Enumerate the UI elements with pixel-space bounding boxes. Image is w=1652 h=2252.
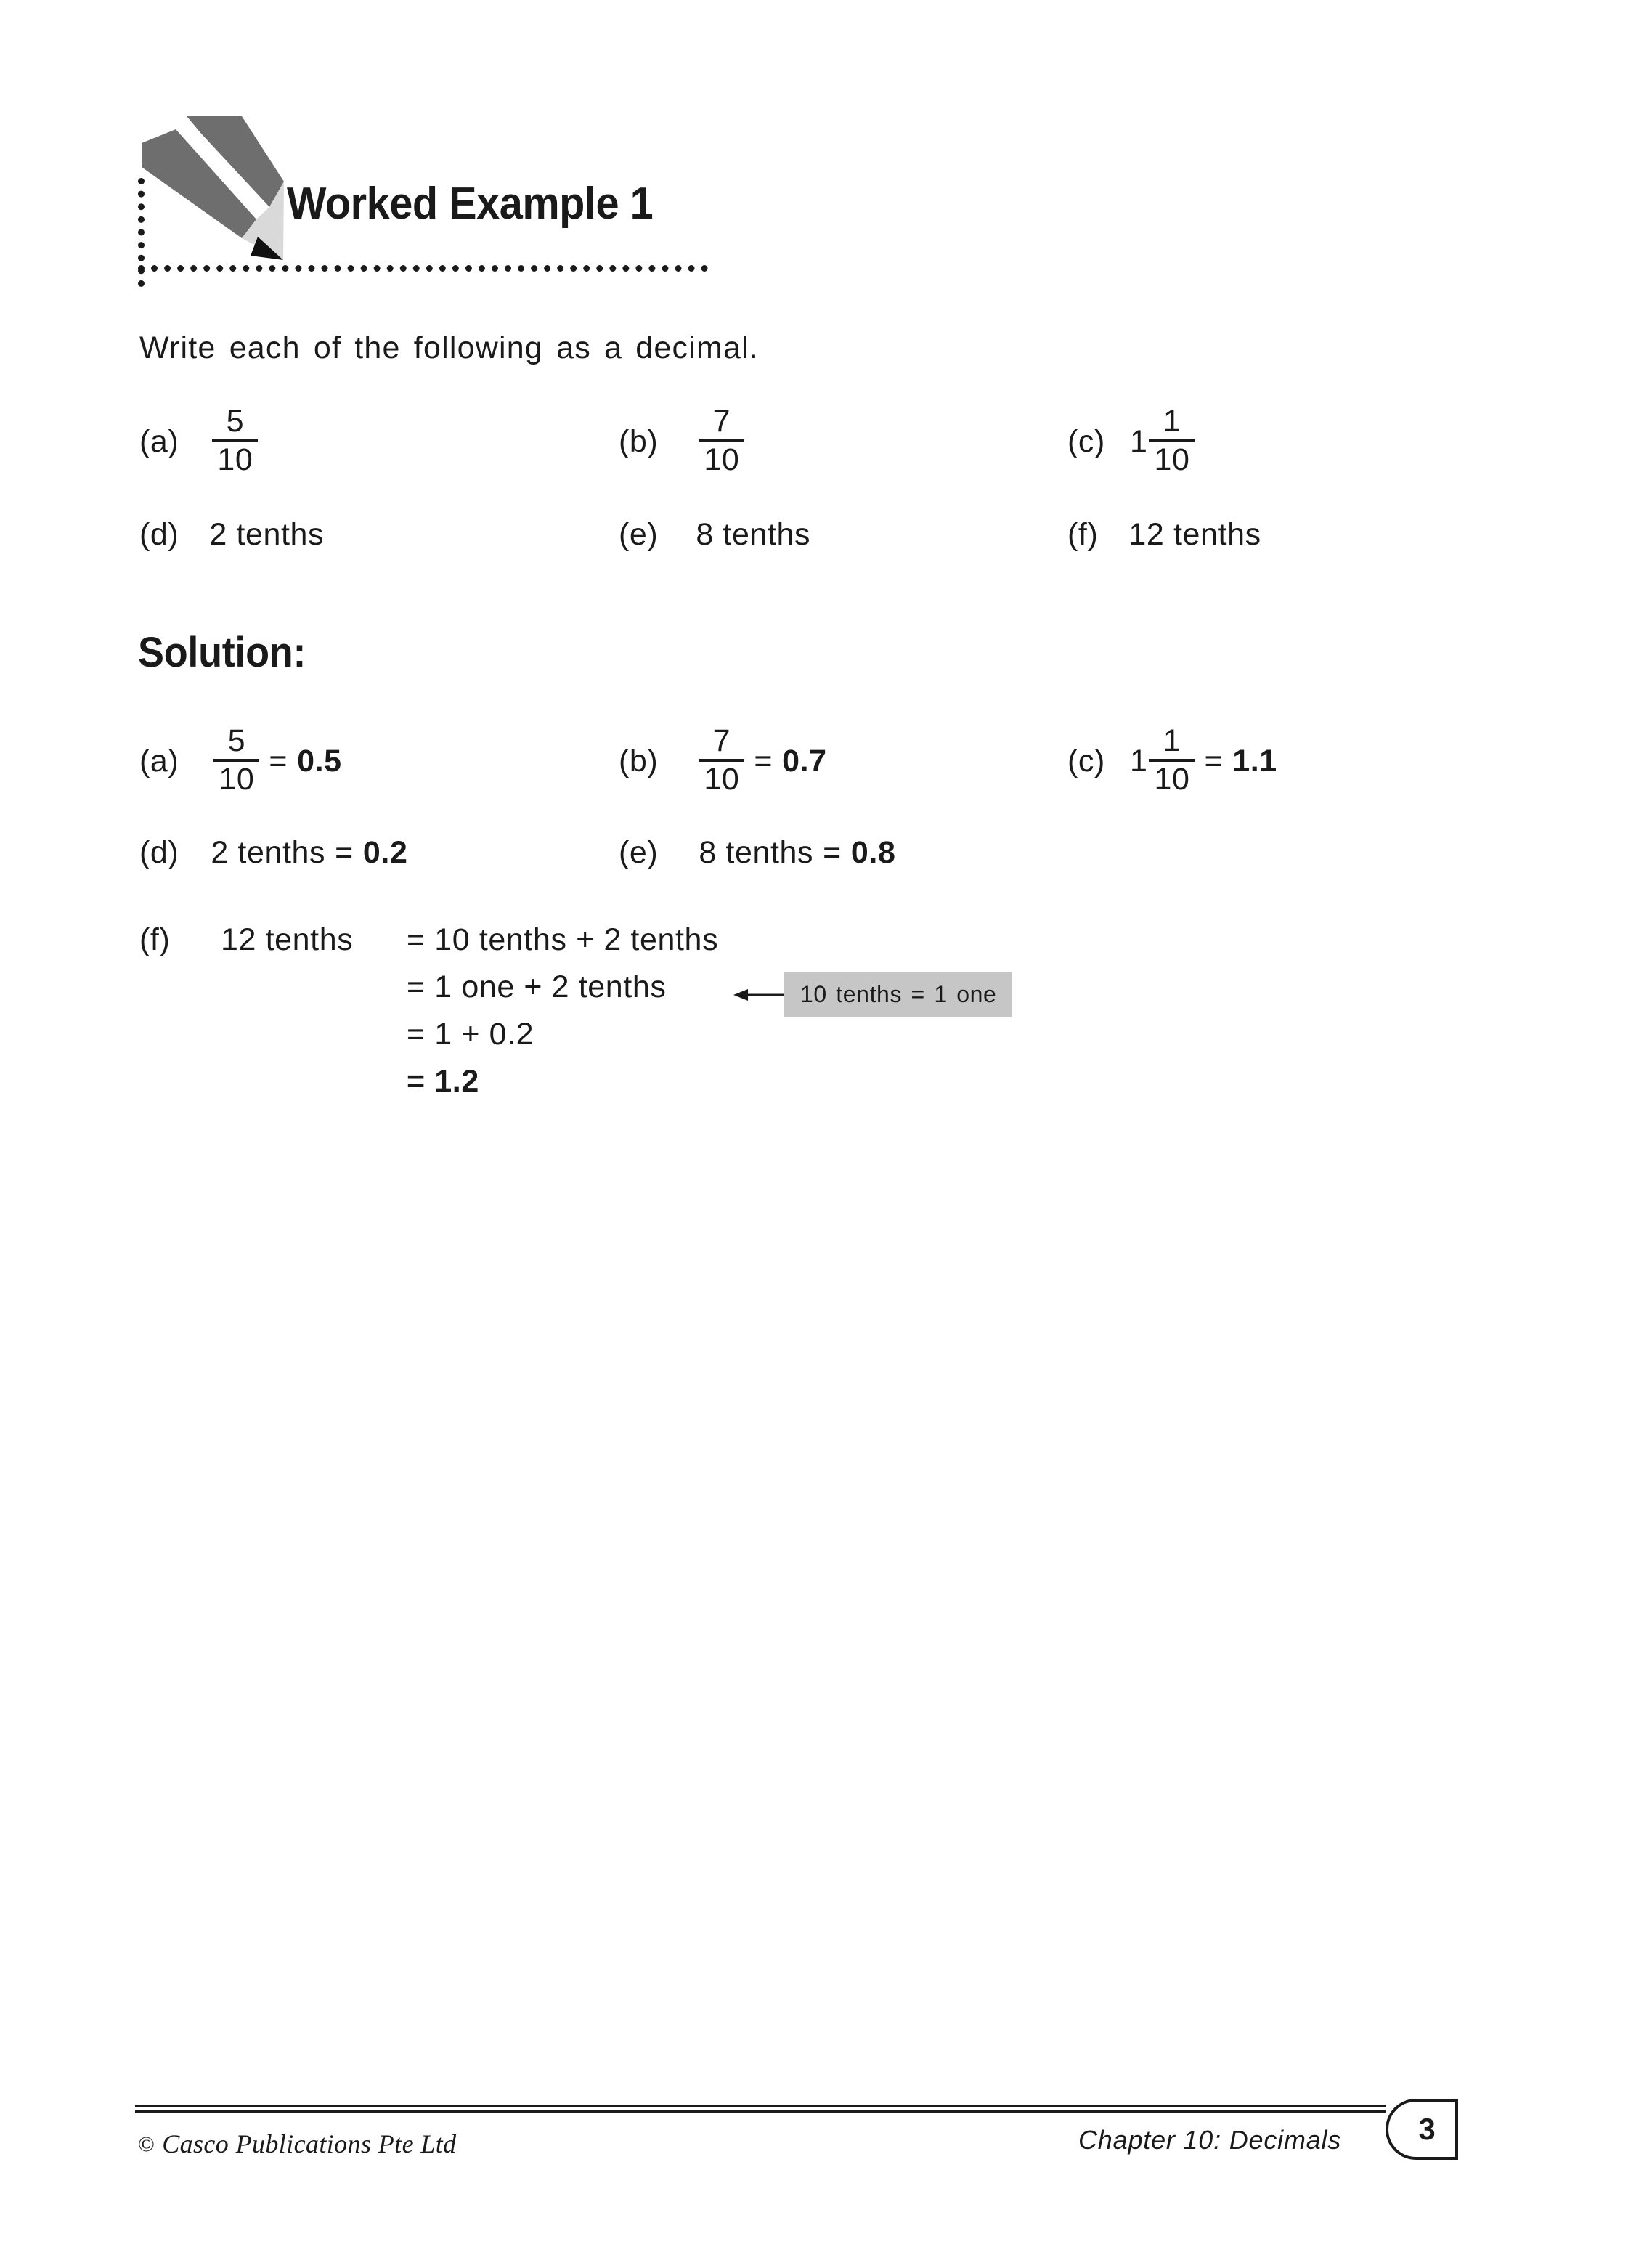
solution-answer: 0.2 <box>362 835 408 870</box>
solution-line-3: = 1 + 0.2 <box>407 1017 534 1052</box>
equals-sign: = <box>754 743 773 779</box>
solution-item-b <box>619 723 827 797</box>
question-text: 12 tenths <box>1128 517 1261 552</box>
question-label: (f) <box>1067 517 1099 552</box>
solution-heading: Solution: <box>138 629 306 676</box>
page-number-tab <box>1386 2099 1458 2160</box>
solution-line-1: = 10 tenths + 2 tenths <box>407 922 719 957</box>
solution-label: (e) <box>619 835 659 870</box>
question-item-e <box>619 517 810 553</box>
fraction-denominator: 10 <box>704 762 740 797</box>
solution-body <box>179 723 342 797</box>
fraction-denominator: 10 <box>1154 442 1190 477</box>
fraction-denominator: 10 <box>704 442 740 477</box>
solution-body <box>1105 723 1277 797</box>
equals-sign: = <box>1204 743 1224 779</box>
left-arrow-icon <box>733 986 784 1004</box>
question-label: (b) <box>619 423 659 459</box>
fraction <box>212 406 258 476</box>
fraction-denominator: 10 <box>217 442 253 477</box>
callout-text: 10 tenths = 1 one <box>784 972 1012 1017</box>
fraction <box>699 406 744 476</box>
page-number: 3 <box>1418 2112 1436 2146</box>
fraction-denominator: 10 <box>219 762 255 797</box>
instruction-text: Write each of the following as a decimal. <box>139 330 760 365</box>
solution-lead-text: 12 tenths <box>221 922 354 957</box>
footer-rule-bottom <box>135 2110 1386 2113</box>
solution-answer: 1.1 <box>1232 743 1277 779</box>
solution-label: (c) <box>1067 743 1105 779</box>
question-item-c <box>1067 404 1195 477</box>
question-text: 2 tenths <box>209 517 325 552</box>
solution-label: (d) <box>139 835 179 870</box>
solution-label: (f) <box>139 922 171 957</box>
equals-sign: = <box>823 835 842 870</box>
solution-line-2: = 1 one + 2 tenths <box>407 970 667 1004</box>
solution-item-d <box>139 835 407 871</box>
mixed-number-whole: 1 <box>1129 423 1148 459</box>
fraction-numerator: 5 <box>226 404 245 439</box>
fraction-numerator: 7 <box>712 404 731 439</box>
fraction-numerator: 5 <box>227 723 246 758</box>
solution-body <box>658 835 895 871</box>
solution-label: (b) <box>619 743 659 779</box>
solution-text: 2 tenths <box>211 835 326 870</box>
question-body <box>658 404 744 477</box>
question-body <box>1105 404 1195 477</box>
callout-annotation <box>733 972 1012 1017</box>
fraction <box>1149 725 1195 795</box>
fraction-numerator: 1 <box>1163 723 1181 758</box>
solution-answer: 0.5 <box>297 743 342 779</box>
solution-text: 8 tenths <box>699 835 814 870</box>
footer-rule-top <box>135 2105 1386 2107</box>
footer-copyright <box>138 2129 457 2159</box>
worked-example-banner <box>138 109 719 276</box>
mixed-number-whole: 1 <box>1129 743 1148 779</box>
question-body <box>658 517 810 553</box>
solution-item-a <box>139 723 342 797</box>
solution-body <box>179 835 407 871</box>
question-item-d <box>139 517 324 553</box>
question-text: 8 tenths <box>696 517 811 552</box>
solution-item-e <box>619 835 895 871</box>
solution-answer: 0.8 <box>850 835 896 870</box>
copyright-icon: © <box>138 2132 155 2156</box>
fraction <box>1149 406 1195 476</box>
footer-chapter-title: Chapter 10: Decimals <box>1078 2125 1342 2155</box>
fraction-numerator: 1 <box>1163 404 1181 439</box>
fraction <box>213 725 259 795</box>
solution-line-4: = 1.2 <box>407 1064 479 1099</box>
question-item-b <box>619 404 744 477</box>
equals-sign: = <box>269 743 288 779</box>
question-label: (d) <box>139 517 179 552</box>
solution-item-c <box>1067 723 1277 797</box>
publisher-name: Casco Publications Pte Ltd <box>162 2129 457 2158</box>
question-body <box>179 404 258 477</box>
solution-label: (a) <box>139 743 179 779</box>
fraction-numerator: 7 <box>712 723 731 758</box>
question-body <box>1098 517 1261 553</box>
equals-sign: = <box>335 835 354 870</box>
solution-body <box>658 723 827 797</box>
fraction-denominator: 10 <box>1154 762 1190 797</box>
pencil-icon <box>134 109 294 272</box>
question-label: (c) <box>1067 423 1105 459</box>
question-label: (e) <box>619 517 659 552</box>
question-label: (a) <box>139 423 179 459</box>
question-item-f <box>1067 517 1261 553</box>
fraction <box>699 725 744 795</box>
question-item-a <box>139 404 258 477</box>
question-body <box>179 517 324 553</box>
solution-answer: 0.7 <box>782 743 827 779</box>
page-title: Worked Example 1 <box>287 179 654 229</box>
